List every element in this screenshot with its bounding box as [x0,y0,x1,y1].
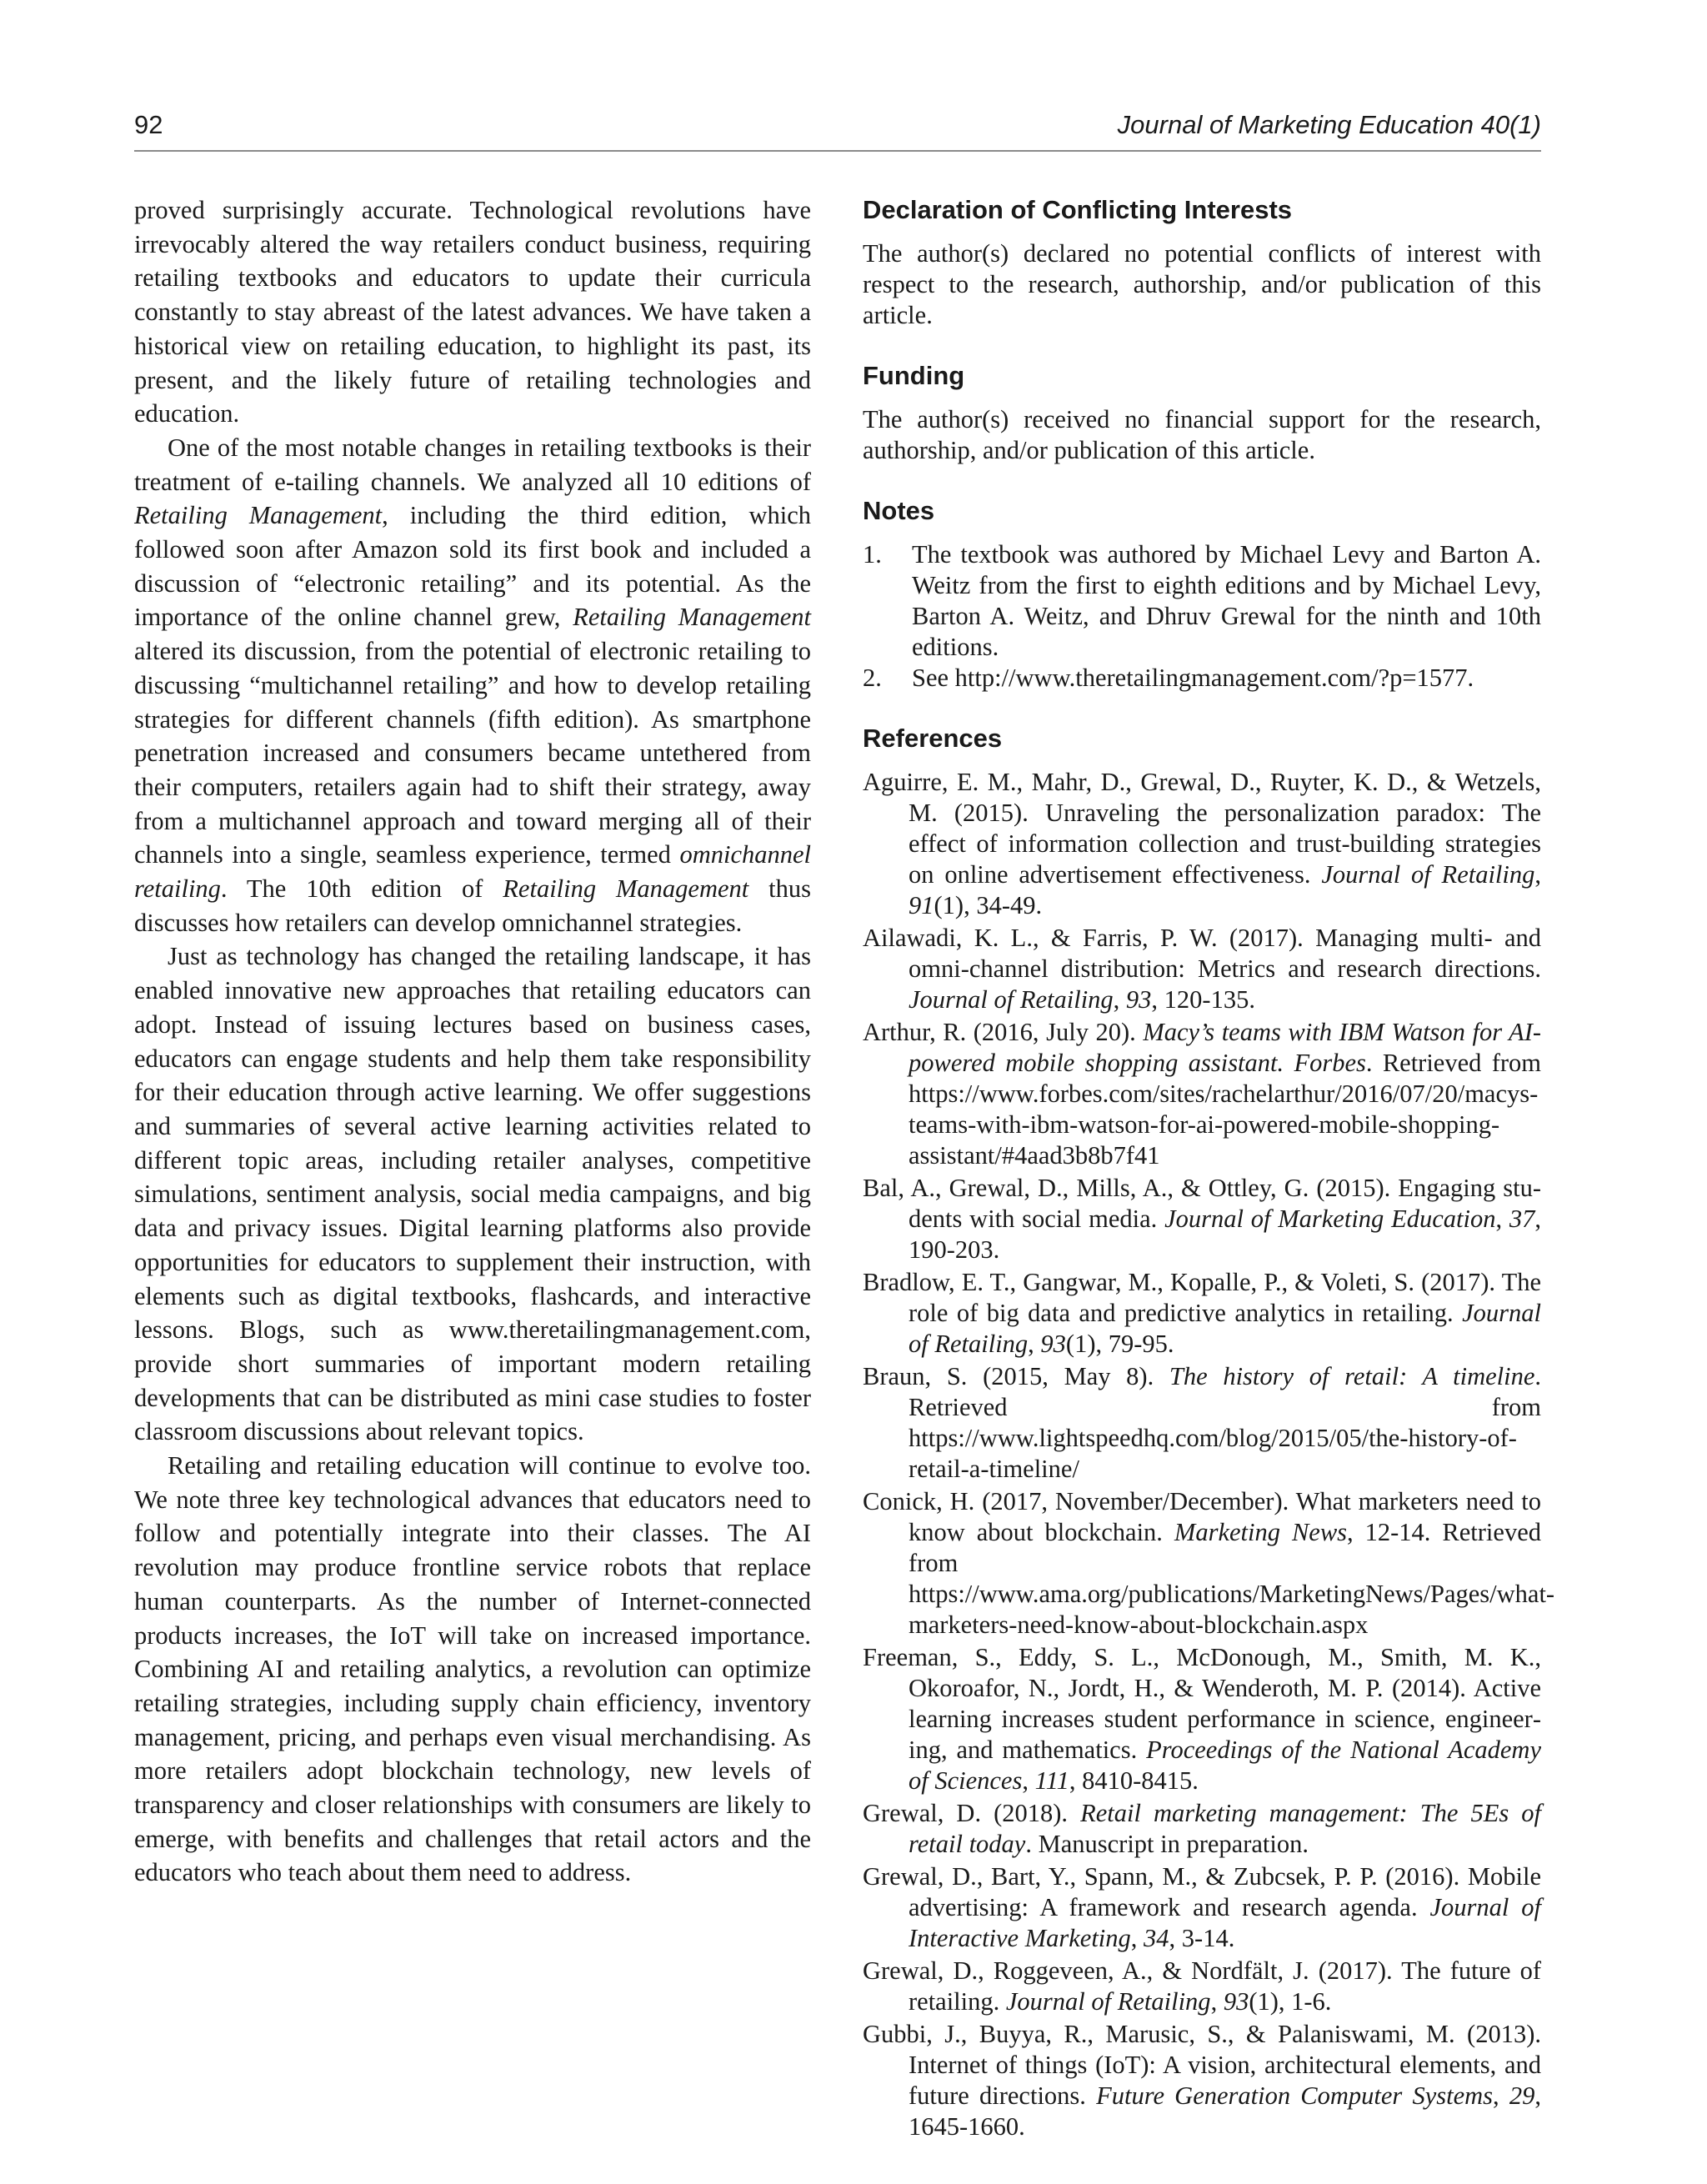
section-heading: Notes [863,496,935,525]
reference-item: Aguirre, E. M., Mahr, D., Grewal, D., Ruyter, K. D., & Wetzels, M. (2015). Unraveling the personalization paradox: The effect of information collection and trust-building strategies on online advertisement effectiveness. Journal of Retailing, 91(1), 34-49. [863,768,1541,919]
left-column [134,193,811,1890]
reference-item: Braun, S. (2015, May 8). The history of retail: A timeline. Retrieved from https://www.lightspeedhq.com/blog/2015/05/the-history-of-retail-a-timeline/ [863,1362,1541,1483]
journal-name: Journal of Marketing Education 40(1) [1117,110,1541,139]
reference-item: Grewal, D. (2018). Retail marketing management: The 5Es of retail today. Manuscript in preparation. [863,1799,1541,1858]
right-column [863,193,1555,2171]
note-item [863,663,1541,694]
notes-list [863,539,1541,694]
reference-item: Ailawadi, K. L., & Farris, P. W. (2017). Managing multi- and omni-channel distribution: Metrics and research directions. Journal of Retailing, 93, 120-135. [863,924,1541,1014]
reference-item: Arthur, R. (2016, July 20). Macy’s teams with IBM Watson for AI-powered mobile shopping assistant. Forbes. Retrieved from https://www.forbes.com/sites/rachelarthur/2016/07/20/macys-teams-with-ibm-watson-for-ai-powered-mobile-shopping-assistant/#4aad3b8b7f41 [863,1018,1542,1170]
note-number: 1. [863,540,882,569]
note-item [863,539,1541,663]
reference-item: Gubbi, J., Buyya, R., Marusic, S., & Palaniswami, M. (2013). Internet of things (IoT): A vision, architectural elements, and future directions. Future Generation Computer Systems, 29, 1645-1660. [863,2020,1541,2141]
section-heading: Declaration of Conflicting Interests [863,195,1293,224]
references-section [863,722,1555,2142]
reference-list [863,767,1555,2142]
reference-item: Bradlow, E. T., Gangwar, M., Kopalle, P., & Voleti, S. (2017). The role of big data and predictive analytics in retailing. Journal of Retailing, 93(1), 79-95. [863,1268,1541,1358]
body-paragraph: Retailing and retailing education will continue to evolve too. We note three key technological advances that educators need to follow and potentially integrate into their classes. The AI revolution may produce frontline service robots that replace human counterparts. As the number of Internet-connected products increases, the IoT will take on increased importance. Combining AI and retailing analytics, a revolution can optimize retailing strategies, including supply chain efficiency, inventory management, pricing, and perhaps even visual merchandising. As more retailers adopt blockchain technology, new levels of transparency and closer relationships with consumers are likely to emerge, with benefits and challenges that retail actors and the educators who teach about them need to address. [134,1451,811,1887]
page-number: 92 [134,110,163,139]
funding-text: The author(s) received no financial support for the research, authorship, and/or publication of this article. [863,405,1541,464]
reference-item: Conick, H. (2017, November/December). What marketers need to know about blockchain. Marketing News, 12-14. Retrieved from https://www.ama.org/publications/MarketingNews/Pages/what-marketers-need-know-about-blockchain.aspx [863,1487,1555,1639]
declaration-text: The author(s) declared no potential conflicts of interest with respect to the research, authorship, and/or publication of this article. [863,239,1541,329]
body-paragraph: Just as technology has changed the retailing landscape, it has enabled innovative new approaches that retailing educators can adopt. Instead of issuing lectures based on business cases, educators can engage students and help them take responsibility for their education through active learning. We offer suggestions and summaries of several active learning activities related to different topic areas, including retailer analyses, competitive simulations, sentiment analysis, social media campaigns, and big data and privacy issues. Digital learning platforms also provide opportunities for educators to supplement their instruction, with elements such as digital textbooks, flashcards, and interactive lessons. Blogs, such as www.theretailingmanagement.com, provide short summaries of important modern retailing developments that can be distributed as mini case studies to foster classroom discussions about relevant topics. [134,942,811,1446]
section-heading: References [863,724,1003,753]
body-paragraph: proved surprisingly accurate. Technological revolutions have irrevocably altered the way retailers conduct business, requiring retailing textbooks and educators to update their curricula constantly to stay abreast of the latest advances. We have taken a historical view on retailing education, to highlight its past, its present, and the likely future of retailing technologies and education. [134,196,811,428]
note-text: See http://www.theretailingmanagement.com/?p=1577. [912,664,1474,692]
note-text: The textbook was authored by Michael Levy and Barton A. Weitz from the first to eighth editions and by Michael Levy, Barton A. Weitz, and Dhruv Grewal for the ninth and 10th editions. [912,540,1541,661]
declaration-section [863,193,1541,331]
page-header [134,107,1541,152]
body-paragraph: One of the most notable changes in retailing textbooks is their treatment of e-tailing channels. We analyzed all 10 editions of Retailing Management, including the third edition, which followed soon after Amazon sold its first book and included a discussion of “electronic retailing” and its potential. As the importance of the online channel grew, Retailing Management altered its discussion, from the potential of electronic retailing to discussing “multichannel retailing” and how to develop retailing strategies for different channels (fifth edition). As smartphone penetration increased and consumers became untethered from their computers, retailers again had to shift their strategy, away from a multichannel approach and toward merging all of their channels into a single, seamless experience, termed omnichannel retailing. The 10th edition of Retailing Management thus discusses how retailers can develop omnichannel strategies. [134,433,812,937]
note-number: 2. [863,664,882,692]
funding-section [863,359,1541,466]
reference-item: Grewal, D., Bart, Y., Spann, M., & Zubcsek, P. P. (2016). Mobile advertising: A framework and research agenda. Journal of Interactive Marketing, 34, 3-14. [863,1862,1541,1952]
reference-item: Grewal, D., Roggeveen, A., & Nordfält, J. (2017). The future of retailing. Journal of Retailing, 93(1), 1-6. [863,1956,1541,2016]
notes-section [863,494,1541,694]
section-heading: Funding [863,361,965,390]
reference-item: Bal, A., Grewal, D., Mills, A., & Ottley, G. (2015). Engaging students with social media. Journal of Marketing Education, 37, 190-203. [863,1174,1541,1264]
reference-item: Freeman, S., Eddy, S. L., McDonough, M., Smith, M. K., Okoroafor, N., Jordt, H., & Wenderoth, M. P. (2014). Active learning increases student performance in science, engineering, and mathematics. Proceedings of the National Academy of Sciences, 111, 8410-8415. [863,1643,1541,1795]
